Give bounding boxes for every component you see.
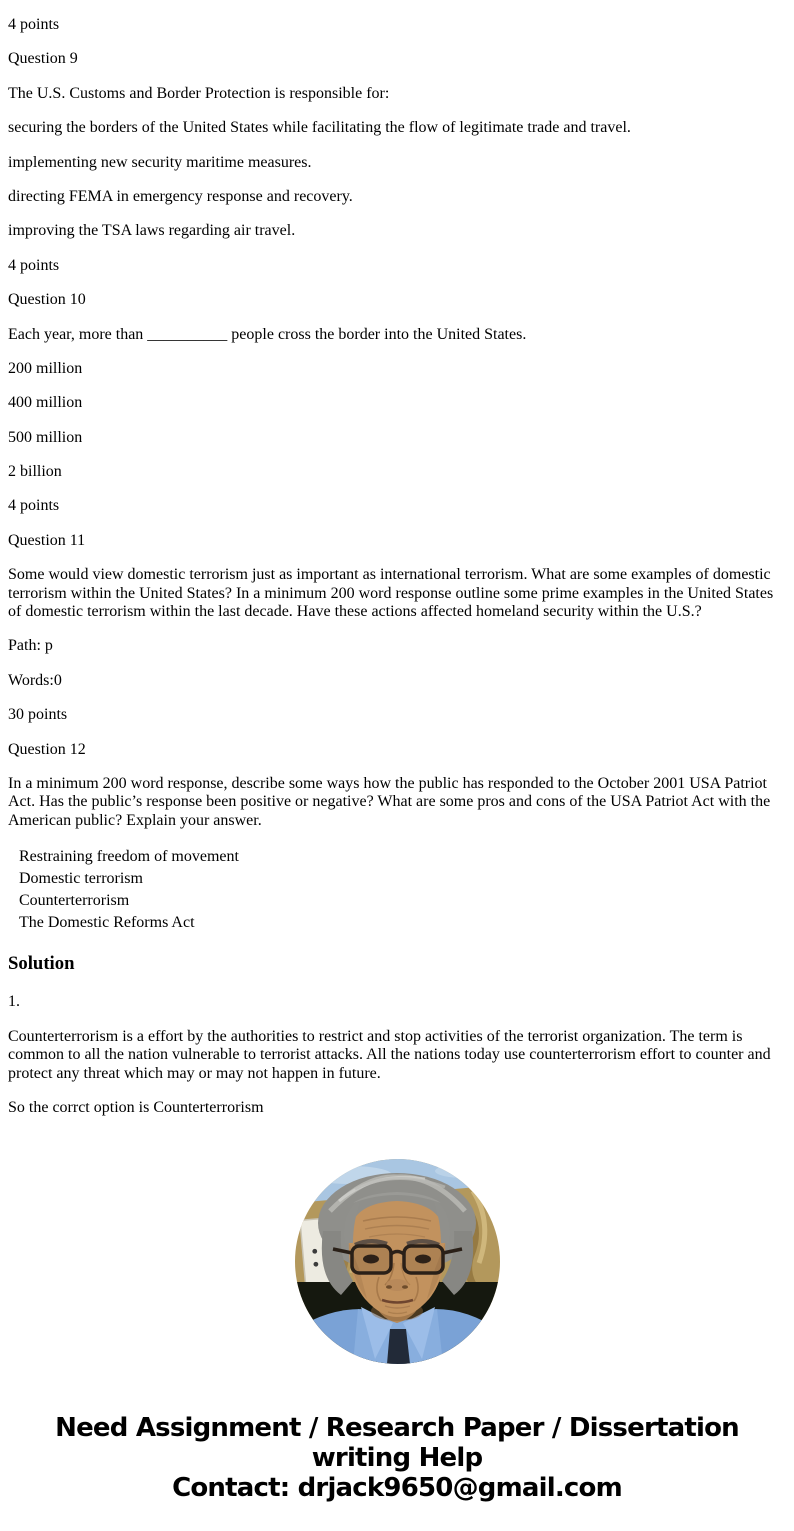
question-9-option: improving the TSA laws regarding air travel. [8, 222, 296, 240]
question-12-prompt: In a minimum 200 word response, describe some ways how the public has responded to the October 2001 USA Patriot Act. Has the public’s response been positive or negative? What are some pros and cons of the USA Patriot Act with the American public? Explain your answer. [8, 774, 771, 829]
question-9-option: implementing new security maritime measures. [8, 153, 312, 171]
question-10-option: 400 million [8, 394, 83, 412]
question-9-option: securing the borders of the United States while facilitating the flow of legitimate trade and travel. [8, 119, 631, 137]
question-10-title: Question 10 [8, 291, 86, 309]
choice-item: Counterterrorism [19, 892, 130, 910]
choice-item: The Domestic Reforms Act [19, 914, 195, 932]
advert-line-1: Need Assignment / Research Paper / Dissertation [55, 1413, 739, 1444]
question-11-title: Question 11 [8, 531, 86, 549]
advert-banner [8, 1413, 786, 1503]
solution-conclusion: So the corrct option is Counterterrorism [8, 1098, 264, 1116]
solution-item-number: 1. [8, 993, 20, 1011]
question-12-title: Question 12 [8, 740, 86, 758]
question-9-title: Question 9 [8, 50, 78, 68]
question-10-option: 200 million [8, 359, 83, 377]
tutor-photo-container [8, 1159, 786, 1364]
solution-body: Counterterrorism is a effort by the authorities to restrict and stop activities of the terrorist organization. The term is common to all the nation vulnerable to terrorist attacks. All the nations today use counterterrorism effort to counter and protect any threat which may or may not happen in future. [8, 1027, 771, 1082]
tutor-photo [295, 1159, 500, 1364]
advert-line-2: writing Help [311, 1443, 483, 1474]
choice-item: Domestic terrorism [19, 870, 143, 888]
question-9-option: directing FEMA in emergency response and recovery. [8, 187, 353, 205]
points-label-q8: 4 points [8, 16, 60, 33]
points-label-q9: 4 points [8, 256, 60, 274]
question-10-prompt: Each year, more than __________ people cross the border into the United States. [8, 325, 527, 343]
editor-word-count: Words:0 [8, 671, 62, 689]
choice-item: Restraining freedom of movement [19, 848, 239, 866]
question-9-prompt: The U.S. Customs and Border Protection is responsible for: [8, 84, 390, 102]
solution-heading: Solution [8, 953, 75, 975]
question-10-option: 500 million [8, 428, 83, 446]
points-label-q11: 30 points [8, 706, 68, 724]
editor-path-status: Path: p [8, 637, 53, 655]
question-10-option: 2 billion [8, 463, 62, 481]
question-12-choice-list [8, 846, 786, 934]
document-body [8, 16, 786, 1503]
question-11-prompt: Some would view domestic terrorism just as important as international terrorism. What are some examples of domestic terrorism within the United States? In a minimum 200 word response outline some prime examples in the United States of domestic terrorism within the last decade. Have these actions affected homeland security within the U.S.? [8, 566, 774, 621]
points-label-q10: 4 points [8, 497, 60, 515]
advert-contact-email: Contact: drjack9650@gmail.com [172, 1473, 622, 1504]
